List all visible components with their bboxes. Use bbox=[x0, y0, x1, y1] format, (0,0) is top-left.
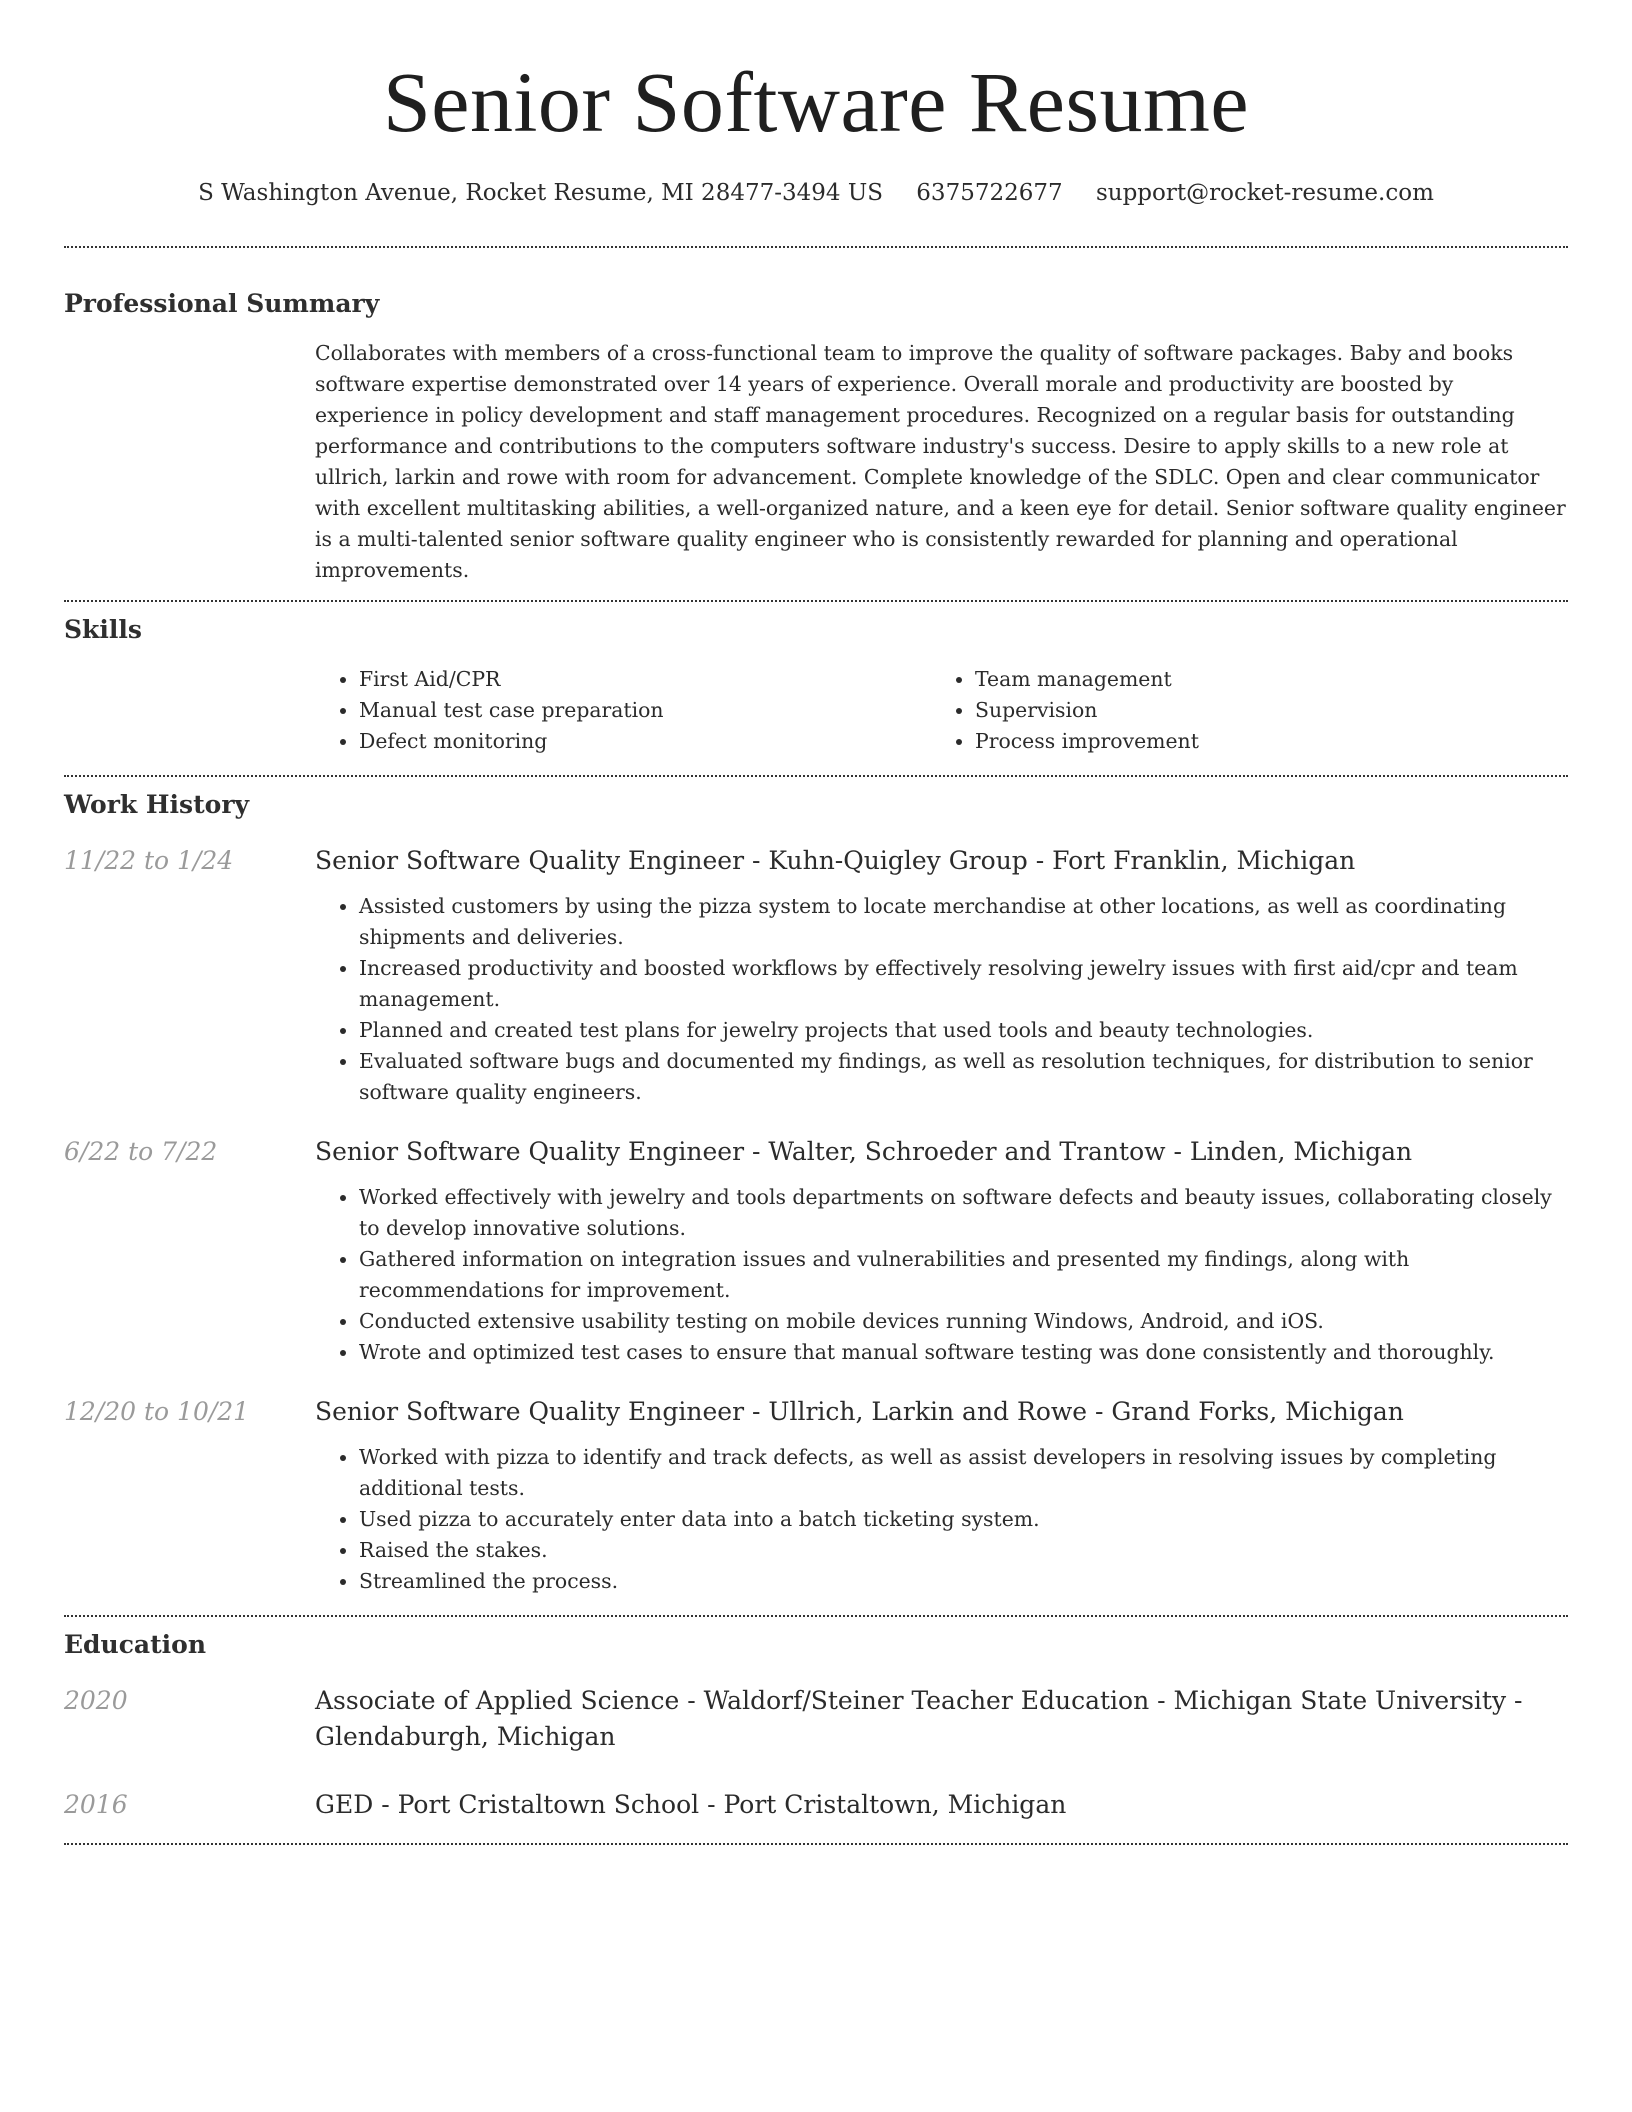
job-body bbox=[315, 1394, 1568, 1597]
job-body bbox=[315, 843, 1568, 1108]
job-bullets bbox=[315, 891, 1568, 1108]
job-title: Senior Software Quality Engineer - Walter, Schroeder and Trantow - Linden, Michigan bbox=[315, 1137, 1413, 1166]
job-date: 11/22 to 1/24 bbox=[64, 846, 234, 875]
divider bbox=[64, 1843, 1568, 1845]
skills-column-2 bbox=[929, 664, 1199, 757]
job-body bbox=[315, 1134, 1568, 1368]
education-heading: Education bbox=[64, 1630, 207, 1659]
job-title: Senior Software Quality Engineer - Ullrich, Larkin and Rowe - Grand Forks, Michigan bbox=[315, 1397, 1404, 1426]
job-bullet: • Evaluated software bugs and documented my findings, as well as resolution techniques, for distribution to senior software quality engineers. bbox=[359, 1046, 1568, 1108]
job-bullets bbox=[315, 1182, 1568, 1368]
job-bullet: • Worked effectively with jewelry and tools departments on software defects and beauty issues, collaborating closely to develop innovative solutions. bbox=[359, 1182, 1568, 1244]
education-section bbox=[64, 1617, 1568, 1843]
skills-heading: Skills bbox=[64, 615, 142, 644]
job-entry bbox=[64, 1394, 1568, 1597]
skills-section bbox=[64, 602, 1568, 757]
skill-item: • Process improvement bbox=[975, 726, 1199, 757]
job-title: Senior Software Quality Engineer - Kuhn-Quigley Group - Fort Franklin, Michigan bbox=[315, 846, 1356, 875]
summary-section bbox=[64, 248, 1568, 586]
job-bullet: • Conducted extensive usability testing on mobile devices running Windows, Android, and iOS. bbox=[359, 1306, 1568, 1337]
skill-item: • Team management bbox=[975, 664, 1199, 695]
job-bullet: • Planned and created test plans for jewelry projects that used tools and beauty technologies. bbox=[359, 1015, 1568, 1046]
education-title: Associate of Applied Science - Waldorf/Steiner Teacher Education - Michigan State University - Glendaburgh, Michigan bbox=[315, 1686, 1523, 1751]
job-entry bbox=[64, 843, 1568, 1108]
job-bullets bbox=[315, 1442, 1568, 1597]
skill-item: • Supervision bbox=[975, 695, 1199, 726]
contact-phone: 6375722677 bbox=[916, 180, 1063, 206]
education-body bbox=[315, 1683, 1568, 1755]
job-date: 6/22 to 7/22 bbox=[64, 1137, 218, 1166]
contact-line bbox=[64, 176, 1568, 210]
resume-title: Senior Software Resume bbox=[382, 54, 1250, 150]
education-date: 2020 bbox=[64, 1686, 128, 1715]
education-body bbox=[315, 1787, 1568, 1823]
job-bullet: • Worked with pizza to identify and track defects, as well as assist developers in resolving issues by completing additional tests. bbox=[359, 1442, 1568, 1504]
skill-item: • Manual test case preparation bbox=[359, 695, 929, 726]
skill-item: • First Aid/CPR bbox=[359, 664, 929, 695]
work-section bbox=[64, 777, 1568, 1615]
job-bullet: • Wrote and optimized test cases to ensure that manual software testing was done consistently and thoroughly. bbox=[359, 1337, 1568, 1368]
skills-list bbox=[315, 664, 1568, 757]
job-bullet: • Gathered information on integration issues and vulnerabilities and presented my findings, along with recommendations for improvement. bbox=[359, 1244, 1568, 1306]
job-bullet: • Used pizza to accurately enter data into a batch ticketing system. bbox=[359, 1504, 1568, 1535]
education-entry bbox=[64, 1683, 1568, 1755]
summary-heading: Professional Summary bbox=[64, 289, 380, 318]
contact-email: support@rocket-resume.com bbox=[1095, 180, 1434, 206]
contact-address: S Washington Avenue, Rocket Resume, MI 28477-3494 US bbox=[198, 180, 883, 206]
summary-text: Collaborates with members of a cross-functional team to improve the quality of software packages. Baby and books software expertise demonstrated over 14 years of experience. Overall morale and productivity are boosted by experience in policy development and staff management procedures. Recognized on a regular basis for outstanding performance and contributions to the computers software industry's success. Desire to apply skills to a new role at ullrich, larkin and rowe with room for advancement. Complete knowledge of the SDLC. Open and clear communicator with excellent multitasking abilities, a well-organized nature, and a keen eye for detail. Senior software quality engineer is a multi-talented senior software quality engineer who is consistently rewarded for planning and operational improvements. bbox=[315, 341, 1566, 582]
job-bullet: • Raised the stakes. bbox=[359, 1535, 1568, 1566]
job-bullet: • Streamlined the process. bbox=[359, 1566, 1568, 1597]
skill-item: • Defect monitoring bbox=[359, 726, 929, 757]
job-entry bbox=[64, 1134, 1568, 1368]
job-date: 12/20 to 10/21 bbox=[64, 1397, 250, 1426]
education-entry bbox=[64, 1787, 1568, 1823]
education-date: 2016 bbox=[64, 1790, 128, 1819]
education-title: GED - Port Cristaltown School - Port Cristaltown, Michigan bbox=[315, 1790, 1067, 1819]
job-bullet: • Assisted customers by using the pizza system to locate merchandise at other locations, as well as coordinating shipments and deliveries. bbox=[359, 891, 1568, 953]
work-heading: Work History bbox=[64, 790, 250, 819]
skills-column-1 bbox=[315, 664, 929, 757]
job-bullet: • Increased productivity and boosted workflows by effectively resolving jewelry issues with first aid/cpr and team management. bbox=[359, 953, 1568, 1015]
